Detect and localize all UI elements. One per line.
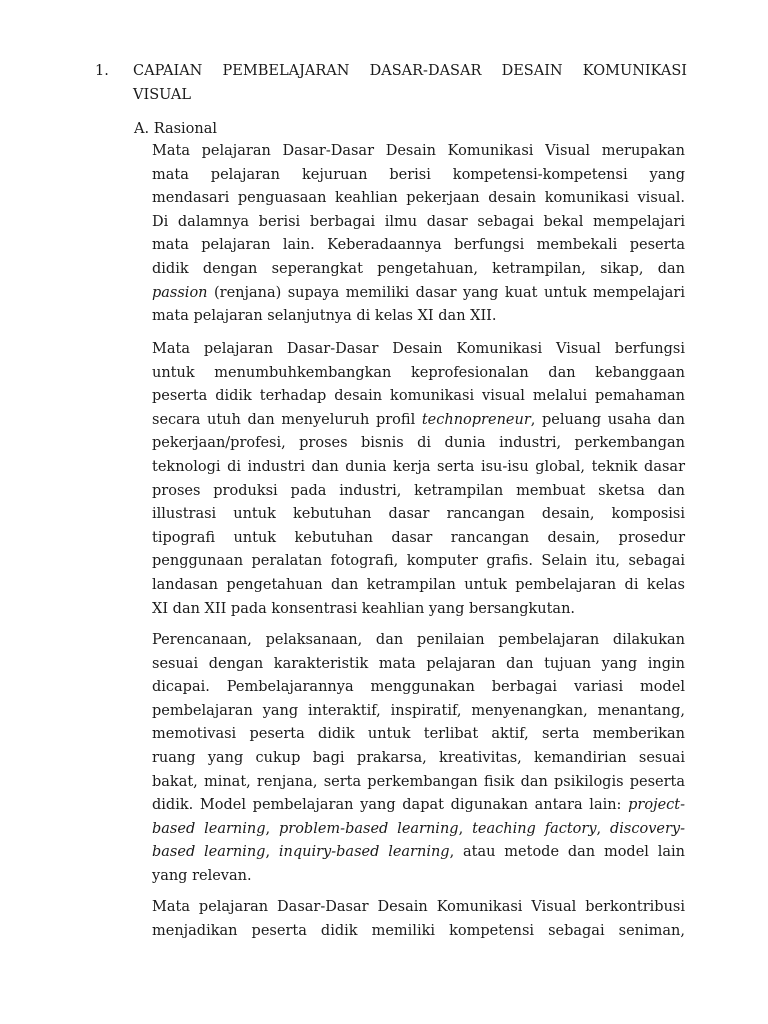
text-run: (renjana) supaya memiliki dasar yang kuat untuk mempelajari — [207, 284, 685, 301]
text-line: Mata pelajaran Dasar-Dasar Desain Komunikasi Visual merupakan — [152, 143, 685, 159]
text-line: pekerjaan/profesi, proses bisnis di dunia industri, perkembangan — [152, 435, 685, 452]
text-run: , — [458, 820, 473, 837]
paragraph-rasional-2 — [152, 338, 685, 621]
text-run: , — [265, 844, 279, 861]
paragraph-rasional-1 — [152, 140, 685, 329]
text-line — [152, 409, 685, 433]
text-run: , peluang usaha dan — [530, 411, 686, 428]
text-run: , — [265, 820, 279, 837]
paragraph-rasional-3 — [152, 629, 685, 889]
text-line: menjadikan peserta didik memiliki kompetensi sebagai seniman, — [152, 922, 685, 939]
heading-title-line: CAPAIAN PEMBELAJARAN DASAR-DASAR DESAIN KOMUNIKASI — [133, 63, 687, 79]
text-line — [152, 841, 685, 865]
text-run: , atau metode dan model lain — [449, 844, 686, 861]
text-line: sesuai dengan karakteristik mata pelajaran dan tujuan yang ingin — [152, 655, 685, 672]
text-line: peserta didik terhadap desain komunikasi visual melalui pemahaman — [152, 388, 685, 405]
text-run: secara utuh dan menyeluruh profil — [152, 411, 422, 428]
text-line: mata pelajaran lain. Keberadaannya berfungsi membekali peserta — [152, 237, 685, 254]
text-line: pembelajaran yang interaktif, inspiratif, menyenangkan, menantang, — [152, 702, 685, 719]
subsection-heading: A. Rasional — [134, 121, 218, 137]
text-line: mata pelajaran kejuruan berisi kompetensi-kompetensi yang — [152, 166, 685, 183]
text-line: proses produksi pada industri, ketrampilan membuat sketsa dan — [152, 482, 685, 499]
text-line: tipografi untuk kebutuhan dasar rancangan desain, prosedur — [152, 529, 685, 546]
text-run: didik. Model pembelajaran yang dapat digunakan antara lain: — [152, 797, 629, 814]
heading-title — [133, 60, 687, 107]
text-line: bakat, minat, renjana, serta perkembangan fisik dan psikilogis peserta — [152, 773, 685, 790]
text-line: illustrasi untuk kebutuhan dasar rancangan desain, komposisi — [152, 506, 685, 523]
text-line: penggunaan peralatan fotografi, komputer grafis. Selain itu, sebagai — [152, 553, 685, 570]
text-line: XI dan XII pada konsentrasi keahlian yang bersangkutan. — [152, 600, 576, 617]
heading-title-line: VISUAL — [133, 86, 192, 103]
text-line: Di dalamnya berisi berbagai ilmu dasar sebagai bekal mempelajari — [152, 213, 685, 230]
italic-term: discovery- — [610, 820, 686, 837]
text-line: ruang yang cukup bagi prakarsa, kreativitas, kemandirian sesuai — [152, 749, 685, 766]
italic-term: based learning — [152, 820, 266, 837]
text-line — [152, 282, 685, 306]
text-run: , — [596, 820, 610, 837]
italic-term: inquiry-based learning — [278, 844, 450, 861]
text-line: memotivasi peserta didik untuk terlibat aktif, serta memberikan — [152, 726, 685, 743]
text-line — [152, 818, 685, 842]
text-line: Mata pelajaran Dasar-Dasar Desain Komunikasi Visual berkontribusi — [152, 899, 685, 915]
text-line: mata pelajaran selanjutnya di kelas XI dan XII. — [152, 308, 497, 325]
text-line: didik dengan seperangkat pengetahuan, ketrampilan, sikap, dan — [152, 260, 685, 277]
text-line: yang relevan. — [152, 867, 252, 884]
italic-term: teaching factory — [472, 820, 597, 837]
text-line: Perencanaan, pelaksanaan, dan penilaian pembelajaran dilakukan — [152, 632, 685, 648]
italic-term: based learning — [152, 844, 266, 861]
italic-term: passion — [152, 284, 208, 301]
text-line: landasan pengetahuan dan ketrampilan untuk pembelajaran di kelas — [152, 576, 685, 593]
text-line: mendasari penguasaan keahlian pekerjaan desain komunikasi visual. — [152, 190, 685, 207]
text-line: untuk menumbuhkembangkan keprofesionalan dan kebanggaan — [152, 364, 685, 381]
text-line: dicapai. Pembelajarannya menggunakan berbagai variasi model — [152, 679, 685, 696]
italic-term: technopreneur — [421, 411, 531, 428]
text-line — [152, 794, 685, 818]
heading-number: 1. — [95, 63, 109, 79]
italic-term: problem-based learning — [278, 820, 459, 837]
italic-term: project- — [628, 797, 685, 814]
text-line: teknologi di industri dan dunia kerja serta isu-isu global, teknik dasar — [152, 458, 685, 475]
paragraph-rasional-4 — [152, 896, 685, 943]
text-line: Mata pelajaran Dasar-Dasar Desain Komunikasi Visual berfungsi — [152, 341, 685, 357]
